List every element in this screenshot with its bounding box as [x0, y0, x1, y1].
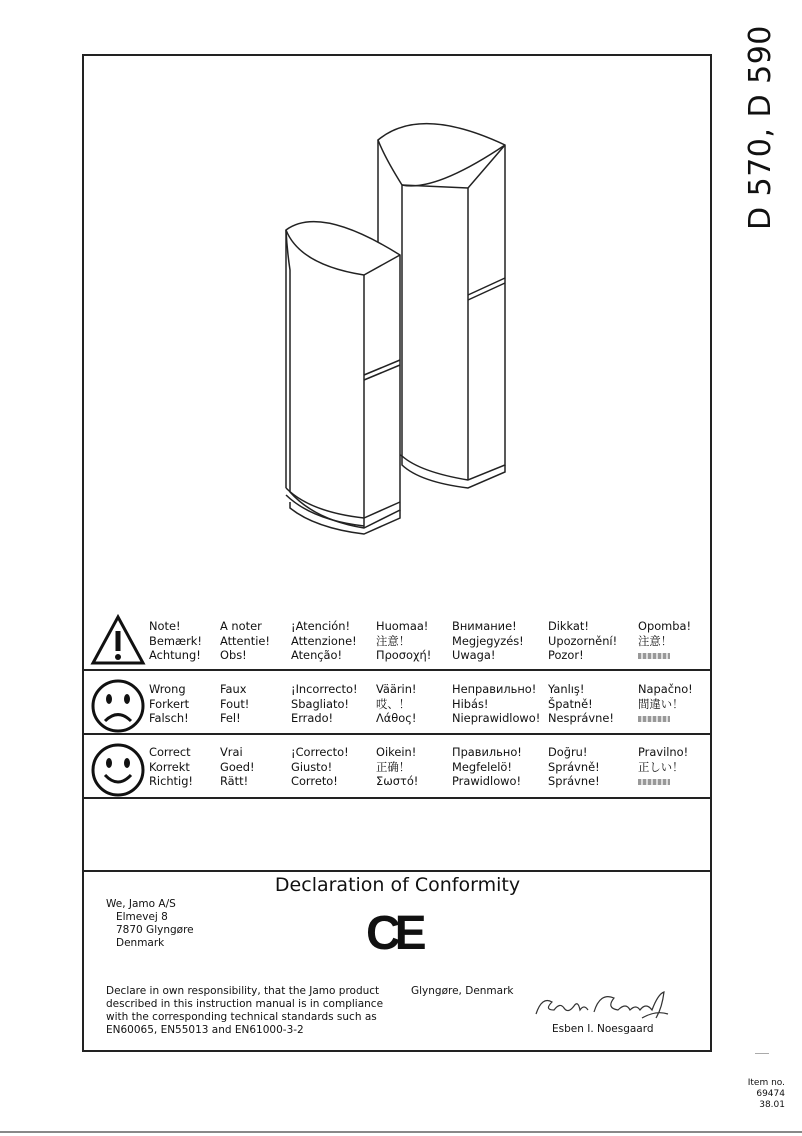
note-col-1: Note! Bemærk! Achtung!	[149, 619, 202, 662]
wrong-col-6: Yanlış! Špatně! Nesprávne!	[548, 682, 614, 725]
signature	[530, 988, 680, 1028]
wrong-col-2: Faux Fout! Fel!	[220, 682, 250, 725]
arabic-script-glyph	[638, 653, 670, 659]
divider	[84, 797, 711, 799]
note-col-7: Opomba! 注意！	[638, 619, 691, 663]
correct-col-4: Oikein! 正确！ Σωστό!	[376, 745, 419, 788]
sad-face-icon	[90, 678, 146, 734]
correct-col-3: ¡Correcto! Giusto! Correto!	[291, 745, 349, 788]
company-address: We, Jamo A/S Elmevej 8 7870 Glyngøre Denmark	[106, 898, 194, 949]
wrong-col-1: Wrong Forkert Falsch!	[149, 682, 190, 725]
conformity-statement: Declare in own responsibility, that the Jamo product described in this instruction manual is in compliance with the corresponding technical standards such as EN60065, EN55013 and EN61000-3-2	[106, 985, 384, 1036]
correct-col-7: Pravilno! 正しい！	[638, 745, 688, 789]
bottom-rule	[0, 1131, 802, 1133]
correct-col-6: Doğru! Správně! Správne!	[548, 745, 600, 788]
correct-col-5: Правильно! Megfelelö! Prawidlowo!	[452, 745, 522, 788]
divider	[84, 669, 711, 671]
note-col-6: Dikkat! Upozornění! Pozor!	[548, 619, 618, 662]
declaration-title: Declaration of Conformity	[274, 874, 521, 896]
wrong-col-4: Väärin! 哎、！ Λάθος!	[376, 682, 417, 725]
declaration-divider	[84, 870, 711, 872]
speaker-illustration	[260, 110, 530, 540]
note-col-5: Внимание! Megjegyzés! Uwaga!	[452, 619, 524, 662]
signatory-name: Esben I. Noesgaard	[552, 1023, 654, 1035]
wrong-col-3: ¡Incorrecto! Sbagliato! Errado!	[291, 682, 358, 725]
happy-face-icon	[90, 742, 146, 798]
arabic-script-glyph	[638, 779, 670, 785]
note-col-4: Huomaa! 注意！ Προσοχή!	[376, 619, 432, 662]
place: Glyngøre, Denmark	[411, 985, 514, 997]
note-col-3: ¡Atención! Attenzione! Atenção!	[291, 619, 357, 662]
wrong-col-5: Неправильно! Hibás! Nieprawidlowo!	[452, 682, 541, 725]
wrong-col-7: Napačno! 間違い！	[638, 682, 693, 726]
arabic-script-glyph	[638, 716, 670, 722]
margin-tick	[755, 1053, 769, 1054]
ce-mark: CE	[366, 907, 421, 960]
note-col-2: A noter Attentie! Obs!	[220, 619, 270, 662]
correct-col-1: Correct Korrekt Richtig!	[149, 745, 193, 788]
warning-triangle-icon	[90, 614, 146, 666]
divider	[84, 733, 711, 735]
correct-col-2: Vrai Goed! Rätt!	[220, 745, 255, 788]
item-number: Item no. 69474 38.01	[747, 1078, 785, 1110]
model-title: D 570, D 590	[743, 25, 778, 230]
